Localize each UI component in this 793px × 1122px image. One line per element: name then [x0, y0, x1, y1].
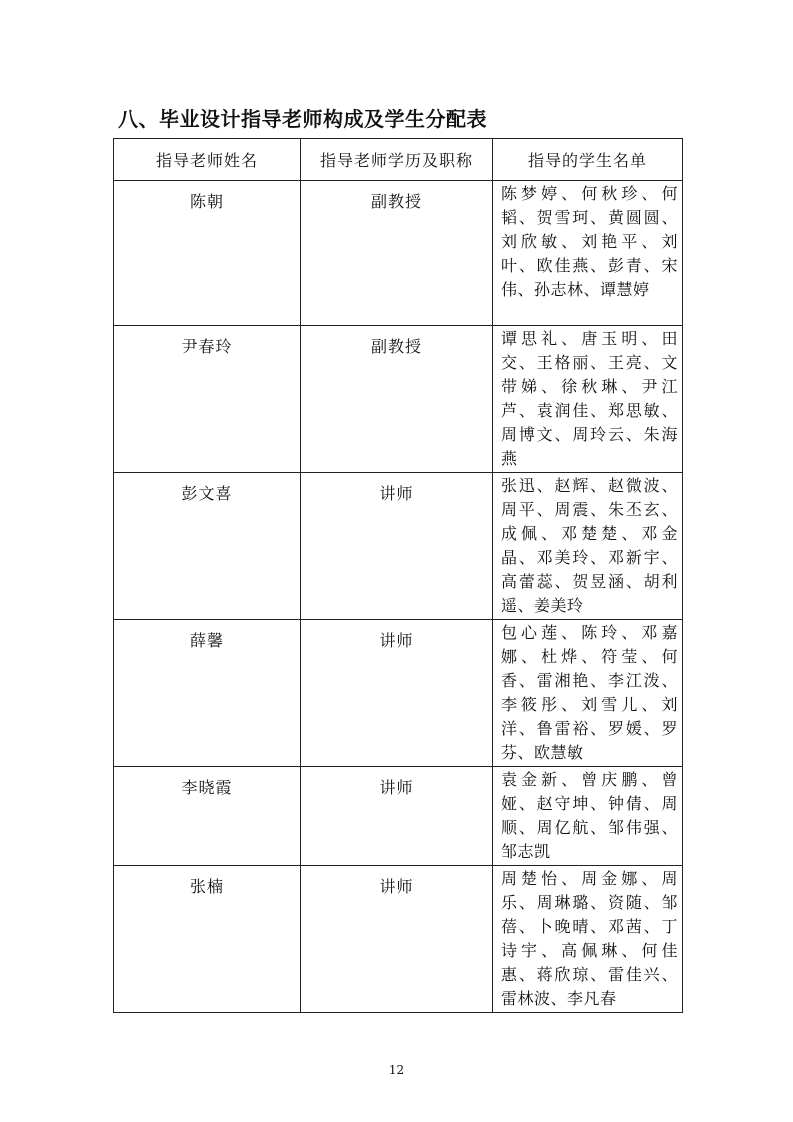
page-number: 12: [388, 1063, 405, 1077]
teacher-name: 李晓霞: [114, 767, 301, 866]
teacher-title: 讲师: [301, 767, 493, 866]
header-student-list: 指导的学生名单: [493, 139, 683, 181]
teacher-title: 讲师: [301, 866, 493, 1013]
header-teacher-name: 指导老师姓名: [114, 139, 301, 181]
student-list: 张迅、赵辉、赵微波、周平、周震、朱丕玄、成佩、邓楚楚、邓金晶、邓美玲、邓新宇、高蕾蕊、贺昱涵、胡利遥、姜美玲: [493, 473, 683, 620]
teacher-title: 讲师: [301, 473, 493, 620]
teacher-title: 副教授: [301, 326, 493, 473]
table-header-row: [114, 139, 683, 181]
teacher-name: 尹春玲: [114, 326, 301, 473]
advisor-assignment-table: [113, 138, 683, 1013]
table-row: [114, 866, 683, 1013]
teacher-title: 副教授: [301, 181, 493, 326]
table-row: [114, 620, 683, 767]
section-title: 八、毕业设计指导老师构成及学生分配表: [118, 107, 487, 131]
table-row: [114, 181, 683, 326]
table-row: [114, 326, 683, 473]
student-list: 包心莲、陈玲、邓嘉娜、杜烨、符莹、何香、雷湘艳、李江泼、李筱彤、刘雪儿、刘洋、鲁雷裕、罗媛、罗芬、欧慧敏: [493, 620, 683, 767]
teacher-title: 讲师: [301, 620, 493, 767]
teacher-name: 张楠: [114, 866, 301, 1013]
header-teacher-title: 指导老师学历及职称: [301, 139, 493, 181]
table-row: [114, 473, 683, 620]
teacher-name: 彭文喜: [114, 473, 301, 620]
table-row: [114, 767, 683, 866]
student-list: 周楚怡、周金娜、周乐、周琳璐、资随、邹蓓、卜晚晴、邓茜、丁诗宇、高佩琳、何佳惠、蒋欣琼、雷佳兴、雷林波、李凡春: [493, 866, 683, 1013]
teacher-name: 陈朝: [114, 181, 301, 326]
student-list: 陈梦婷、何秋珍、何韬、贺雪珂、黄圆圆、刘欣敏、刘艳平、刘叶、欧佳燕、彭青、宋伟、孙志林、谭慧婷: [493, 181, 683, 326]
teacher-name: 薛馨: [114, 620, 301, 767]
student-list: 袁金新、曾庆鹏、曾娅、赵守坤、钟倩、周顺、周亿航、邹伟强、邹志凯: [493, 767, 683, 866]
student-list: 谭思礼、唐玉明、田交、王格丽、王亮、文带娣、徐秋琳、尹江芦、袁润佳、郑思敏、周博文、周玲云、朱海燕: [493, 326, 683, 473]
